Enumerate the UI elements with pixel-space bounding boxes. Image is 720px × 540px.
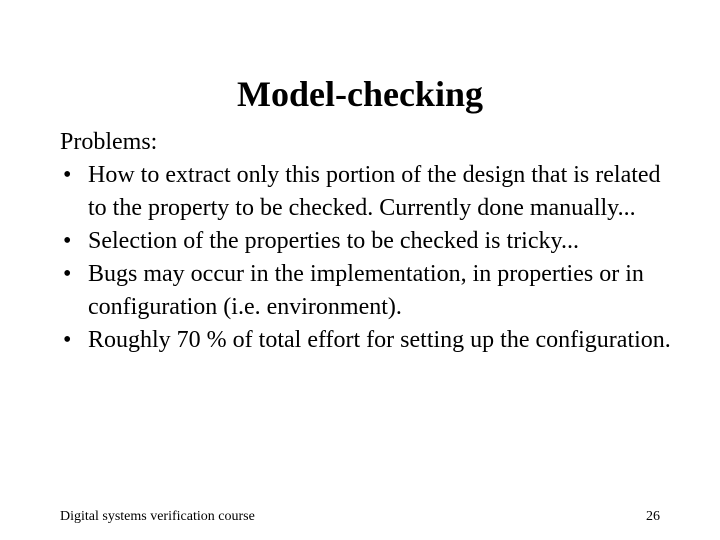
bullet-icon: • — [63, 327, 72, 353]
footer-course-name: Digital systems verification course — [60, 509, 255, 524]
bullet-icon: • — [63, 162, 72, 188]
footer-page-number: 26 — [646, 509, 660, 524]
bullet-list — [60, 159, 680, 357]
slide-body — [60, 126, 680, 357]
bullet-icon: • — [63, 261, 72, 287]
bullet-text: Bugs may occur in the implementation, in properties or in configuration (i.e. environment). — [88, 261, 644, 320]
bullet-text: Selection of the properties to be checked is tricky... — [88, 228, 579, 254]
bullet-item — [60, 225, 680, 258]
bullet-item — [60, 324, 680, 357]
bullet-text: How to extract only this portion of the design that is related to the property to be checked. Currently done manually... — [88, 162, 661, 221]
bullet-item — [60, 159, 680, 225]
problems-heading: Problems: — [60, 129, 158, 155]
bullet-item — [60, 258, 680, 324]
bullet-text: Roughly 70 % of total effort for setting up the configuration. — [88, 327, 671, 353]
slide-title: Model-checking — [237, 74, 483, 114]
bullet-icon: • — [63, 228, 72, 254]
